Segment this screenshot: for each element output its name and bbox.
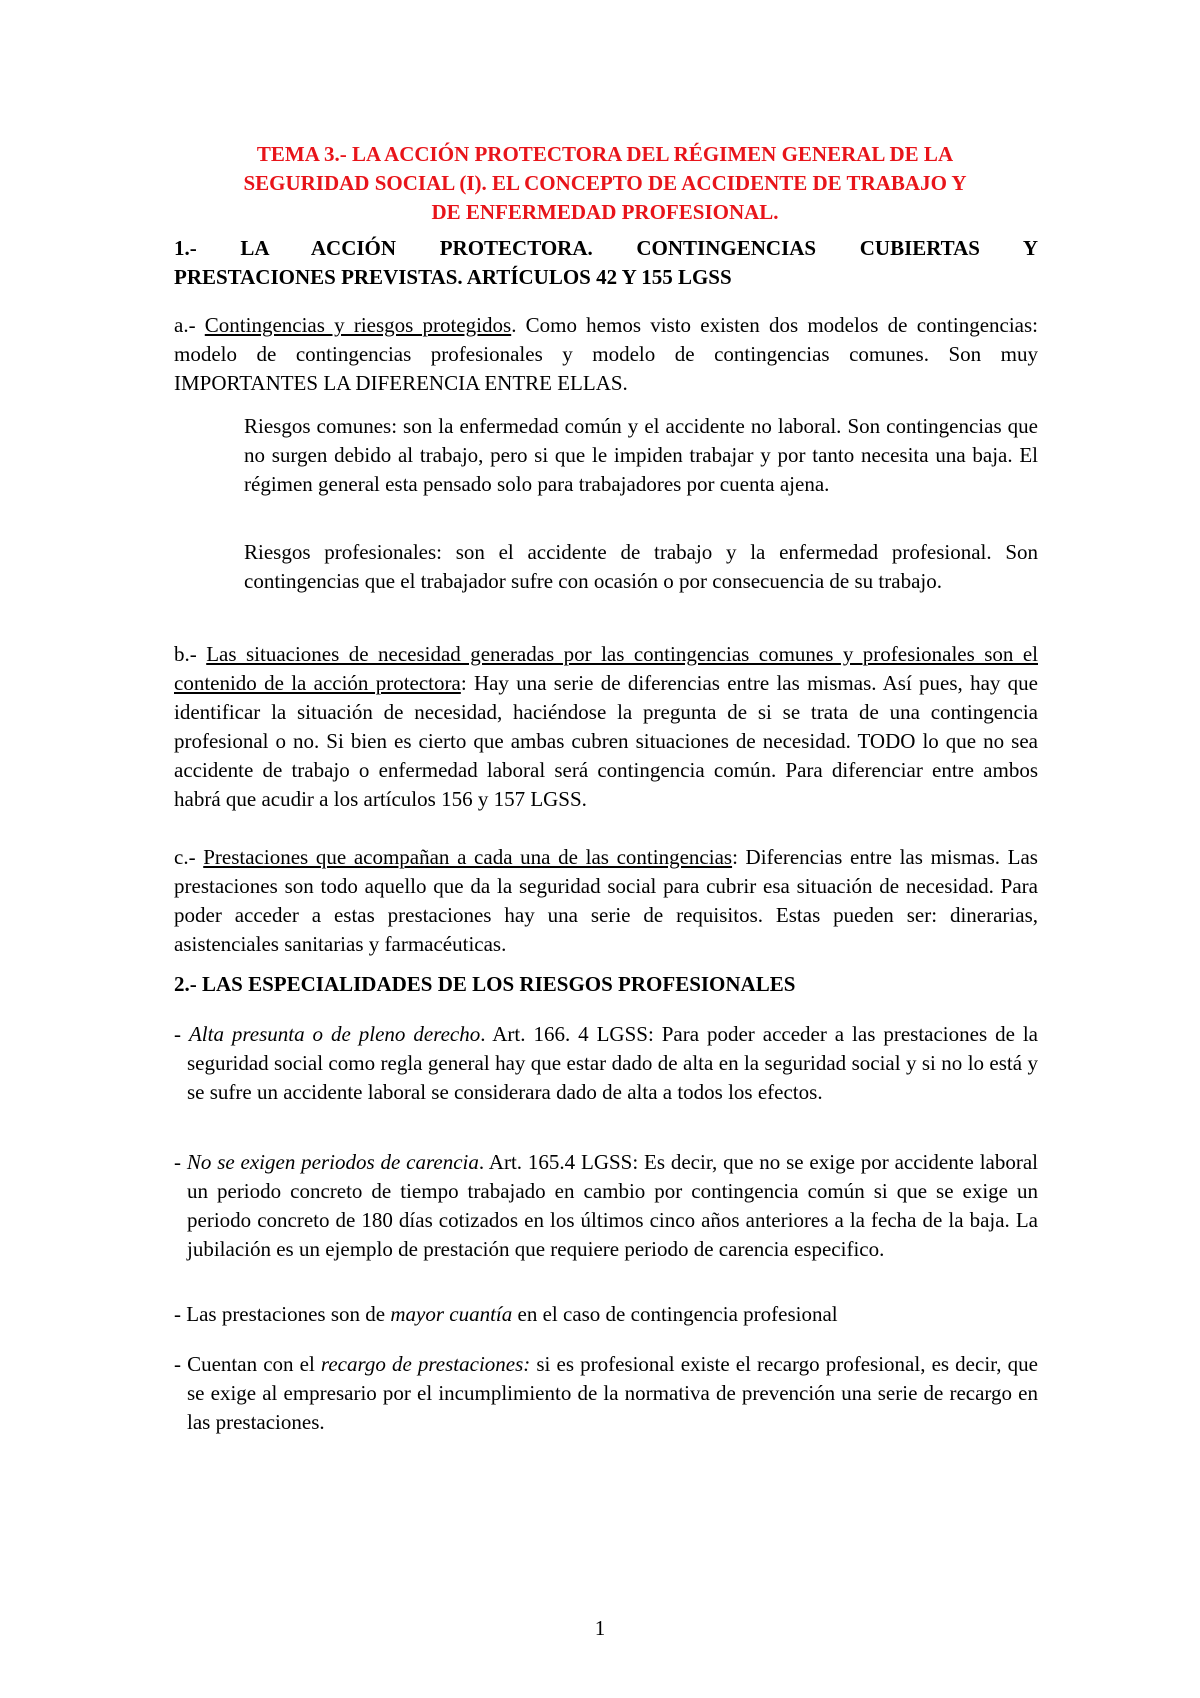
section-2-heading: 2.- LAS ESPECIALIDADES DE LOS RIESGOS PROFESIONALES (174, 972, 796, 996)
paragraph-a-text: . Como hemos visto existen dos modelos de contingencias: modelo de contingencias profesionales y modelo de contingencias comunes. Son muy IMPORTANTES LA DIFERENCIA ENTRE ELLAS. (174, 313, 1038, 395)
section-2-item-4 (174, 1350, 1038, 1437)
paragraph-b-title: Las situaciones de necesidad generadas por las contingencias comunes y profesionales son el contenido de la acción protectora (174, 642, 1038, 695)
paragraph-c (174, 843, 1038, 959)
title-line-3: DE ENFERMEDAD PROFESIONAL. (431, 200, 779, 224)
riesgos-comunes-paragraph: Riesgos comunes: son la enfermedad común y el accidente no laboral. Son contingencias que no surgen debido al trabajo, pero si que le impiden trabajar y por tanto necesita una baja. El régimen general esta pensado solo para trabajadores por cuenta ajena. (244, 414, 1038, 496)
item-1-prefix: - (174, 1022, 189, 1046)
item-3-italic: mayor cuantía (390, 1302, 513, 1326)
paragraph-a-title: Contingencias y riesgos protegidos (204, 313, 512, 337)
paragraph-b-prefix: b.- (174, 642, 207, 666)
paragraph-a (174, 311, 1038, 398)
page-number: 1 (594, 1616, 606, 1640)
document-title (175, 140, 1035, 227)
section-1-heading (174, 234, 1038, 292)
section-2-item-3 (174, 1300, 1038, 1329)
title-line-2: SEGURIDAD SOCIAL (I). EL CONCEPTO DE ACCIDENTE DE TRABAJO Y (243, 171, 967, 195)
section-1-heading-line-2: PRESTACIONES PREVISTAS. ARTÍCULOS 42 Y 155 LGSS (174, 265, 732, 289)
item-2-italic: No se exigen periodos de carencia (186, 1150, 479, 1174)
paragraph-a-prefix: a.- (174, 313, 205, 337)
section-1-heading-line-1: 1.- LA ACCIÓN PROTECTORA. CONTINGENCIAS CUBIERTAS Y (174, 236, 1038, 260)
paragraph-c-title: Prestaciones que acompañan a cada una de las contingencias (203, 845, 733, 869)
item-2-prefix: - (174, 1150, 187, 1174)
title-line-1: TEMA 3.- LA ACCIÓN PROTECTORA DEL RÉGIMEN GENERAL DE LA (256, 142, 954, 166)
section-2-item-1 (174, 1020, 1038, 1107)
paragraph-b-text: : Hay una serie de diferencias entre las mismas. Así pues, hay que identificar la situación de necesidad, haciéndose la pregunta de si se trata de una contingencia profesional o no. Si bien es cierto que ambas cubren situaciones de necesidad. TODO lo que no sea accidente de trabajo o enfermedad laboral será contingencia común. Para diferenciar entre ambos habrá que acudir a los artículos 156 y 157 LGSS. (174, 671, 1038, 811)
riesgos-profesionales-paragraph: Riesgos profesionales: son el accidente de trabajo y la enfermedad profesional. Son contingencias que el trabajador sufre con ocasión o por consecuencia de su trabajo. (244, 540, 1038, 593)
item-3-post: en el caso de contingencia profesional (512, 1302, 838, 1326)
paragraph-b (174, 640, 1038, 814)
item-4-pre: - Cuentan con el (174, 1352, 321, 1376)
item-3-pre: - Las prestaciones son de (174, 1302, 391, 1326)
section-2-item-2 (174, 1148, 1038, 1264)
paragraph-c-text: : Diferencias entre las mismas. Las prestaciones son todo aquello que da la seguridad social para cubrir esa situación de necesidad. Para poder acceder a estas prestaciones hay una serie de requisitos. Estas pueden ser: dinerarias, asistenciales sanitarias y farmacéuticas. (174, 845, 1038, 956)
paragraph-c-prefix: c.- (174, 845, 204, 869)
item-4-post: si es profesional existe el recargo profesional, es decir, que se exige al empresario por el incumplimiento de la normativa de prevención una serie de recargo en las prestaciones. (187, 1352, 1038, 1434)
item-2-text: . Art. 165.4 LGSS: Es decir, que no se exige por accidente laboral un periodo concreto de tiempo trabajado en cambio por contingencia común si que se exige un periodo concreto de 180 días cotizados en los últimos cinco años anteriores a la fecha de la baja. La jubilación es un ejemplo de prestación que requiere periodo de carencia especifico. (187, 1150, 1038, 1261)
item-4-italic: recargo de prestaciones: (320, 1352, 531, 1376)
item-1-italic: Alta presunta o de pleno derecho (188, 1022, 481, 1046)
item-1-text: . Art. 166. 4 LGSS: Para poder acceder a las prestaciones de la seguridad social como regla general hay que estar dado de alta en la seguridad social y si no lo está y se sufre un accidente laboral se considerara dado de alta a todos los efectos. (187, 1022, 1038, 1104)
